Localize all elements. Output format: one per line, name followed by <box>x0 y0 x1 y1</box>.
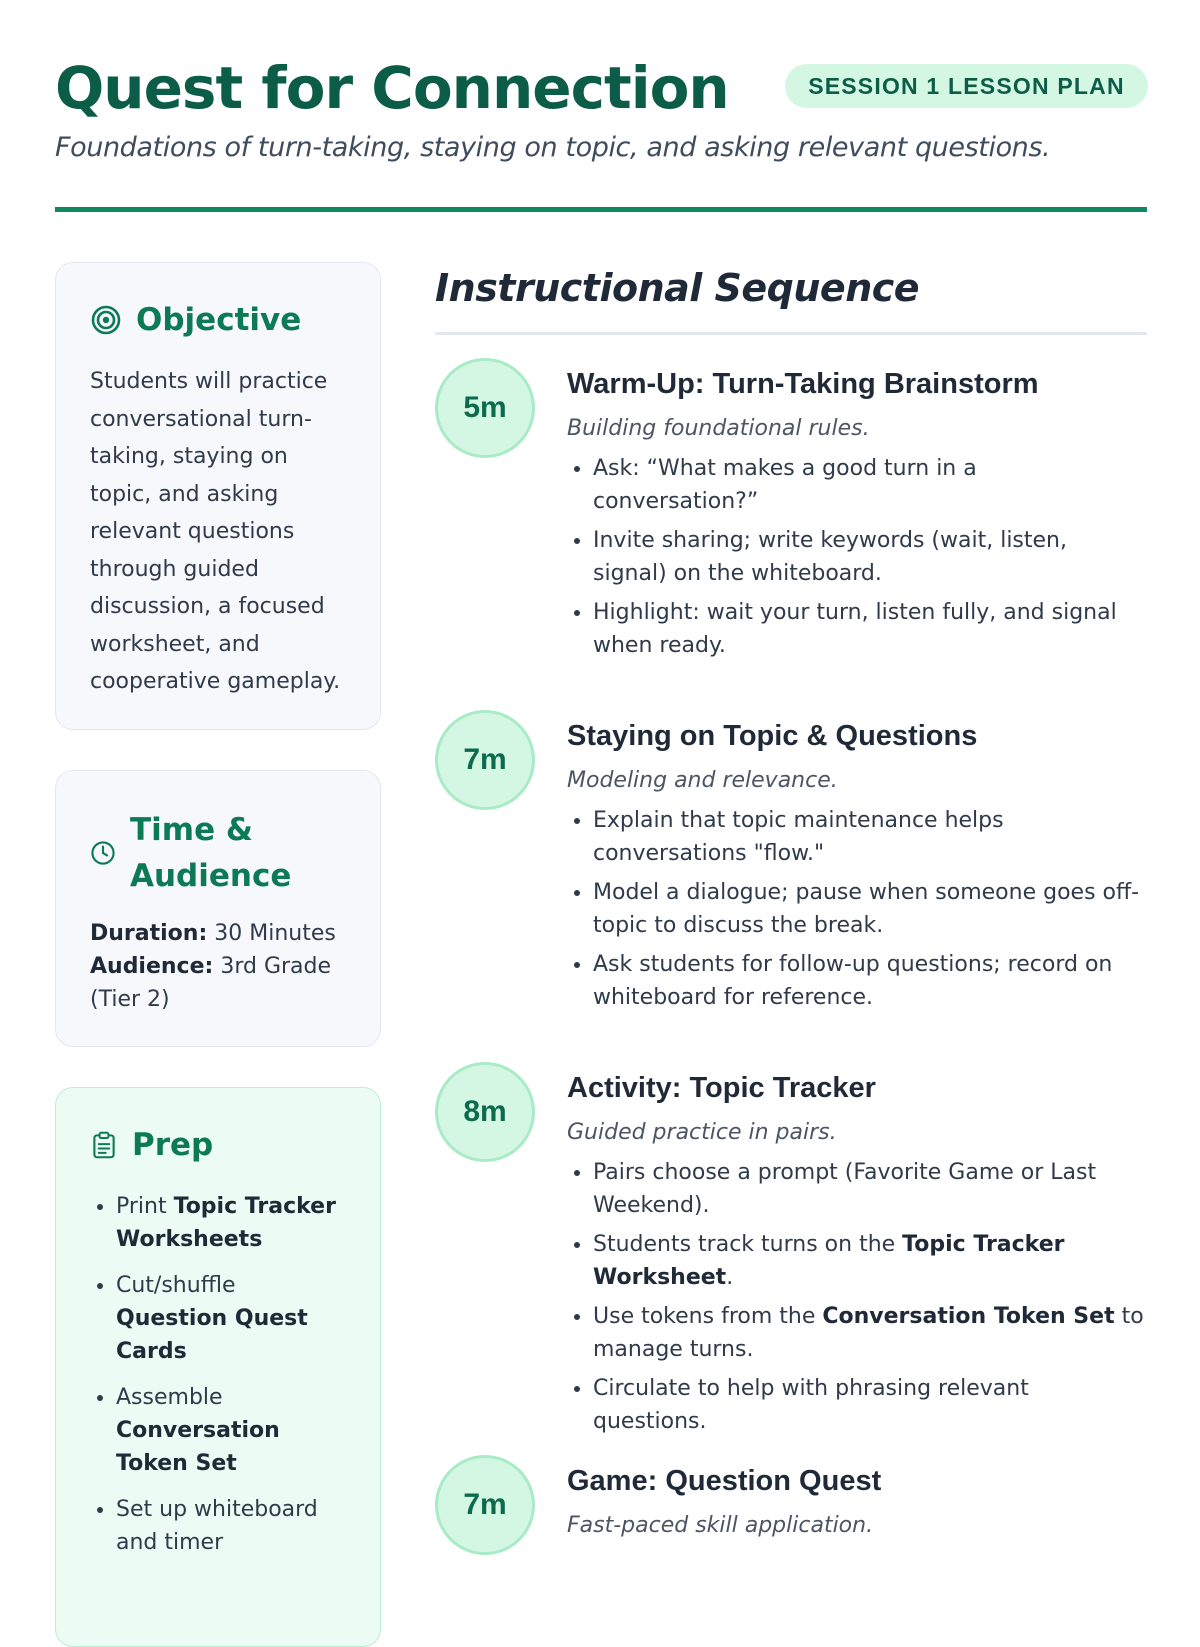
list-item: • Cut/shuffle Question Quest Cards <box>116 1269 350 1368</box>
step-subtitle: Guided practice in pairs. <box>567 1120 837 1145</box>
time-badge: 7m <box>435 1455 535 1555</box>
duration-label: Duration: <box>90 921 208 946</box>
list-item: • Invite sharing; write keywords (wait, listen, signal) on the whiteboard. <box>593 524 1147 590</box>
list-item: • Ask students for follow-up questions; record on whiteboard for reference. <box>593 948 1147 1014</box>
list-item: • Model a dialogue; pause when someone goes off-topic to discuss the break. <box>593 876 1147 942</box>
step-list <box>567 1156 1147 1438</box>
duration-line <box>90 917 350 950</box>
list-item: • Pairs choose a prompt (Favorite Game or Last Weekend). <box>593 1156 1147 1222</box>
time-badge: 5m <box>435 358 535 458</box>
step-list <box>567 452 1147 662</box>
objective-heading <box>90 297 350 343</box>
list-item: • Use tokens from the Conversation Token Set to manage turns. <box>593 1300 1147 1366</box>
duration-value: 30 Minutes <box>214 921 336 946</box>
objective-title: Objective <box>136 302 302 338</box>
objective-text: Students will practice conversational turn-taking, staying on topic, and asking relevant questions through guided discussion, a focused worksheet, and cooperative gameplay. <box>90 369 341 694</box>
prep-title: Prep <box>132 1127 214 1163</box>
instructional-sequence <box>435 262 1147 1538</box>
audience-value: 3rd Grade (Tier 2) <box>90 954 332 1012</box>
page-subtitle: Foundations of turn-taking, staying on topic, and asking relevant questions. <box>55 132 1051 163</box>
prep-heading <box>90 1122 350 1168</box>
step-title: Staying on Topic & Questions <box>567 720 978 752</box>
prep-card <box>55 1087 381 1647</box>
step-subtitle: Fast-paced skill application. <box>567 1513 874 1538</box>
target-icon <box>90 304 122 336</box>
session-badge: SESSION 1 LESSON PLAN <box>785 64 1148 108</box>
time-badge: 7m <box>435 710 535 810</box>
clock-icon <box>90 840 116 866</box>
audience-line <box>90 950 350 1016</box>
step-title: Game: Question Quest <box>567 1465 882 1497</box>
page-title: Quest for Connection <box>55 54 729 122</box>
time-audience-card <box>55 770 381 1047</box>
header <box>55 52 1147 212</box>
header-divider <box>55 207 1147 212</box>
section-divider <box>435 332 1147 335</box>
time-badge: 8m <box>435 1062 535 1162</box>
step-subtitle: Modeling and relevance. <box>567 768 838 793</box>
objective-card <box>55 262 381 730</box>
step-title: Activity: Topic Tracker <box>567 1072 876 1104</box>
step-subtitle: Building foundational rules. <box>567 416 870 441</box>
clipboard-icon <box>90 1130 118 1160</box>
list-item: • Assemble Conversation Token Set <box>116 1381 350 1480</box>
step-list <box>567 804 1147 1014</box>
audience-label: Audience: <box>90 954 214 979</box>
list-item: • Highlight: wait your turn, listen fully, and signal when ready. <box>593 596 1147 662</box>
list-item: • Students track turns on the Topic Tracker Worksheet. <box>593 1228 1147 1294</box>
list-item: • Set up whiteboard and timer <box>116 1493 350 1559</box>
prep-list <box>90 1190 350 1559</box>
section-title: Instructional Sequence <box>435 266 920 310</box>
list-item: • Explain that topic maintenance helps conversations "flow." <box>593 804 1147 870</box>
time-audience-heading <box>90 807 350 899</box>
list-item: • Print Topic Tracker Worksheets <box>116 1190 350 1256</box>
step-title: Warm-Up: Turn-Taking Brainstorm <box>567 368 1039 400</box>
list-item: • Circulate to help with phrasing relevant questions. <box>593 1372 1147 1438</box>
list-item: • Ask: “What makes a good turn in a conversation?” <box>593 452 1147 518</box>
time-audience-title: Time & Audience <box>130 812 292 894</box>
